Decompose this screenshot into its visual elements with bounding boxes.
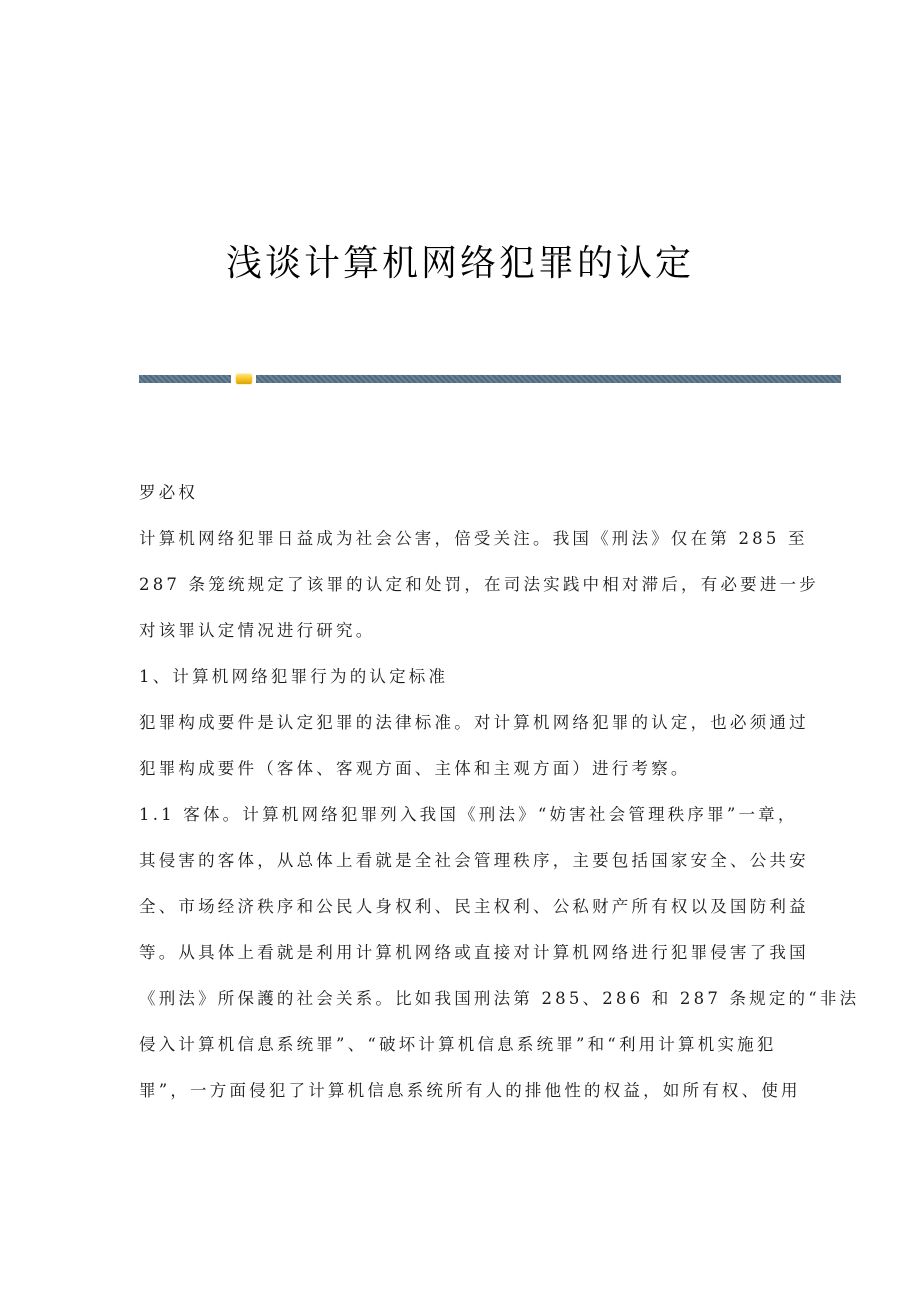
text-line: 犯罪构成要件（客体、客观方面、主体和主观方面）进行考察。 bbox=[139, 759, 691, 778]
title-divider bbox=[139, 374, 841, 384]
text-line: 侵入计算机信息系统罪”、“破坏计算机信息系统罪”和“利用计算机实施犯 bbox=[139, 1035, 777, 1054]
text-line: 对该罪认定情况进行研究。 bbox=[139, 621, 376, 640]
text-line: 等。从具体上看就是利用计算机网络或直接对计算机网络进行犯罪侵害了我国 bbox=[139, 943, 809, 962]
text-line: 计算机网络犯罪日益成为社会公害，倍受关注。我国《刑法》仅在第 285 至 bbox=[139, 529, 808, 548]
author-name: 罗必权 bbox=[139, 483, 199, 502]
section-heading-1 bbox=[139, 654, 789, 700]
paragraph-intro bbox=[139, 516, 819, 654]
text-line: 犯罪构成要件是认定犯罪的法律标准。对计算机网络犯罪的认定，也必须通过 bbox=[139, 713, 809, 732]
paragraph-object bbox=[139, 792, 860, 1114]
text-line: 《刑法》所保護的社会关系。比如我国刑法第 285、286 和 287 条规定的“非法 bbox=[139, 989, 860, 1008]
divider-ornament-icon bbox=[236, 374, 252, 384]
text-line: 1.1 客体。计算机网络犯罪列入我国《刑法》“妨害社会管理秩序罪”一章， bbox=[139, 805, 798, 824]
divider-bar-right bbox=[256, 375, 841, 383]
document-title: 浅谈计算机网络犯罪的认定 bbox=[225, 243, 694, 285]
text-line: 其侵害的客体，从总体上看就是全社会管理秩序，主要包括国家安全、公共安 bbox=[139, 851, 809, 870]
document-body bbox=[139, 470, 860, 1114]
text-line: 罪”，一方面侵犯了计算机信息系统所有人的排他性的权益，如所有权、使用 bbox=[139, 1081, 801, 1100]
text-line: 287 条笼统规定了该罪的认定和处罚，在司法实践中相对滞后，有必要进一步 bbox=[139, 575, 819, 594]
text-line: 全、市场经济秩序和公民人身权利、民主权利、公私财产所有权以及国防利益 bbox=[139, 897, 809, 916]
heading-line: 1、计算机网络犯罪行为的认定标准 bbox=[139, 667, 449, 686]
divider-bar-left bbox=[139, 375, 231, 383]
paragraph-criteria bbox=[139, 700, 809, 792]
